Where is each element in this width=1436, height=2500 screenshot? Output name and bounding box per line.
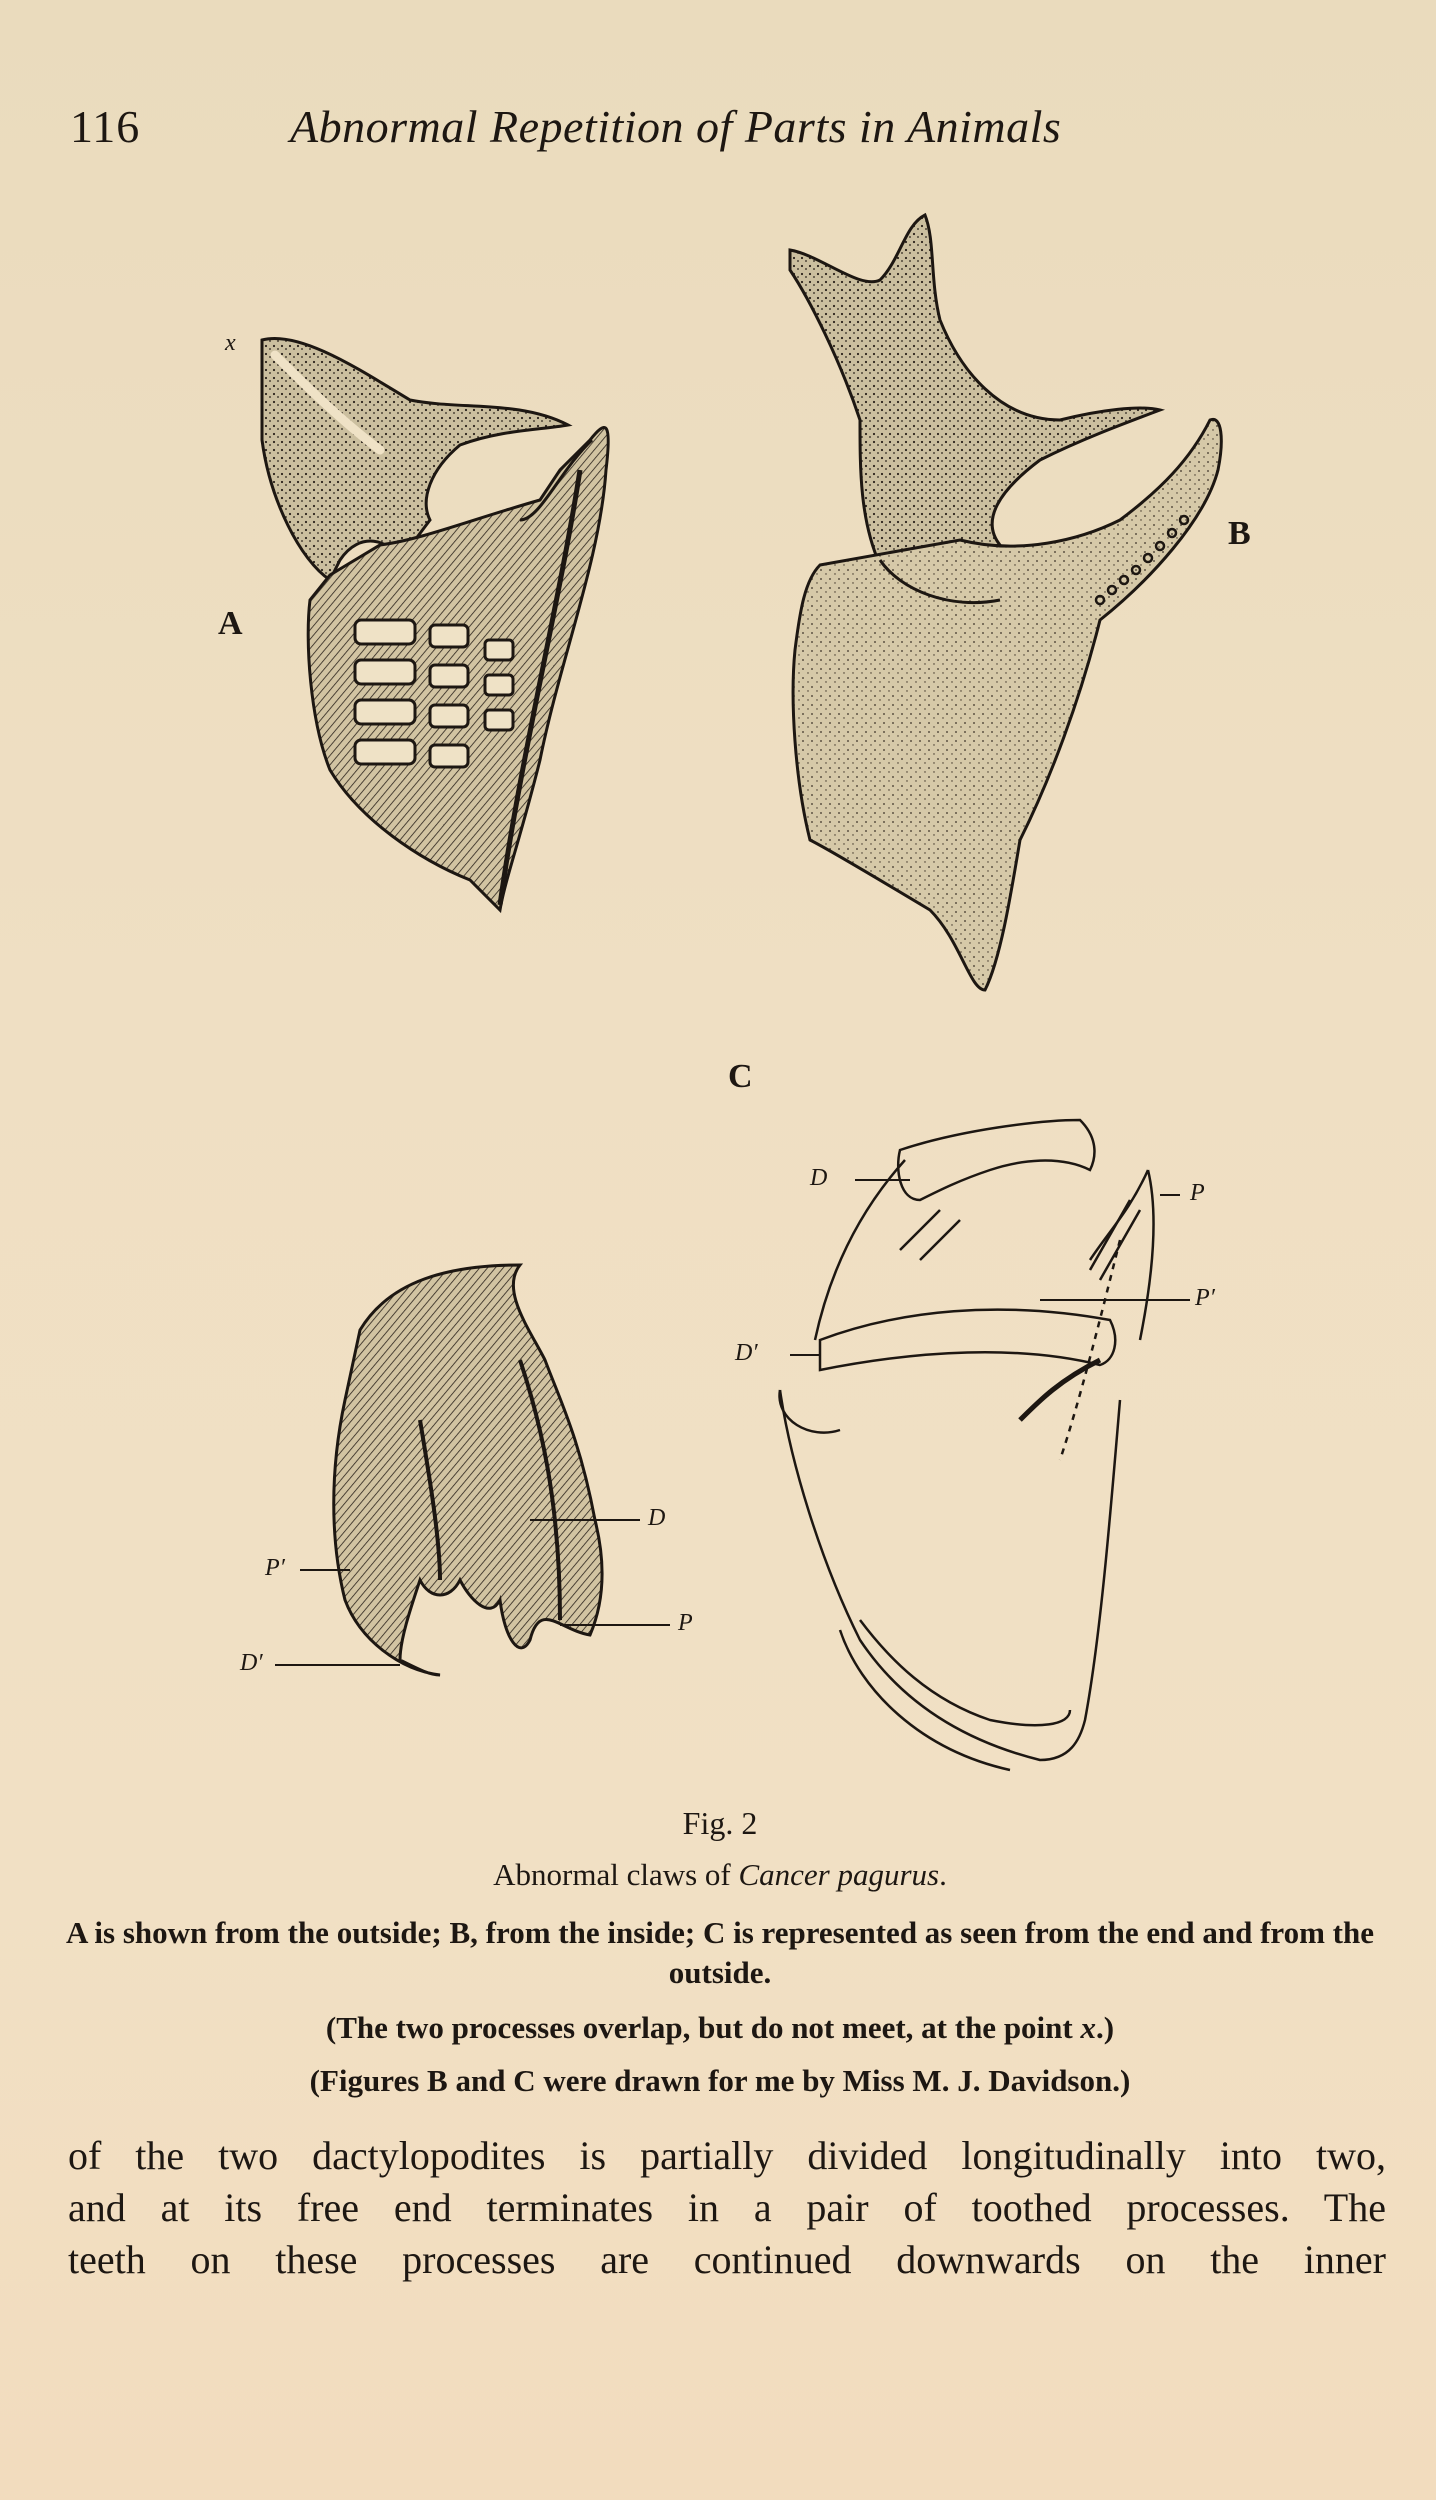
point-label-d-top: D	[810, 1165, 828, 1191]
body-line-3: teeth on these processes are continued downwards on the inner	[68, 2237, 1386, 2282]
claw-c-outside-view-drawing	[780, 1120, 1154, 1770]
point-label-d-prime-bottom: D′	[240, 1650, 263, 1676]
figure-note-credit: (Figures B and C were drawn for me by Miss M. J. Davidson.)	[309, 2063, 1131, 2098]
figure-title-prefix: Abnormal claws of	[493, 1857, 739, 1892]
figure-note-overlap-suffix: .)	[1096, 2010, 1115, 2045]
figure-title-species: Cancer pagurus	[738, 1857, 940, 1892]
running-title: Abnormal Repetition of Parts in Animals	[290, 101, 1062, 152]
figure-number: Fig. 2	[682, 1805, 758, 1841]
point-label-x: x	[225, 330, 236, 356]
body-line-2: and at its free end terminates in a pair of toothed processes. The	[68, 2185, 1386, 2230]
figure-note-overlap-prefix: (The two processes overlap, but do not meet, at the point	[325, 2010, 1081, 2045]
point-label-d-mid: D	[648, 1505, 666, 1531]
point-label-d-prime-left: D′	[735, 1340, 758, 1366]
figure-title	[60, 1857, 1380, 1893]
claw-c-end-view-drawing	[334, 1265, 602, 1675]
body-text	[68, 2130, 1386, 2286]
page-number: 116	[70, 101, 141, 152]
plate-label-a: A	[218, 605, 243, 642]
figure-note-overlap-x: x	[1080, 2010, 1096, 2045]
claw-a-drawing	[262, 338, 608, 910]
figure-note-overlap	[60, 2010, 1380, 2046]
claw-b-drawing	[790, 215, 1221, 990]
point-label-p-prime-left: P′	[265, 1555, 285, 1581]
plate-label-b: B	[1228, 515, 1251, 552]
body-line-1: of the two dactylopodites is partially divided longitudinally into two,	[68, 2133, 1386, 2178]
point-label-p-prime-right: P′	[1195, 1285, 1215, 1311]
point-label-p-bottom: P	[678, 1610, 693, 1636]
figure-title-suffix: .	[939, 1857, 947, 1892]
point-label-p-top: P	[1190, 1180, 1205, 1206]
plate-label-c: C	[728, 1058, 753, 1095]
figure-description: A is shown from the outside; B, from the inside; C is represented as seen from the end and from the outside.	[65, 1915, 1375, 1990]
